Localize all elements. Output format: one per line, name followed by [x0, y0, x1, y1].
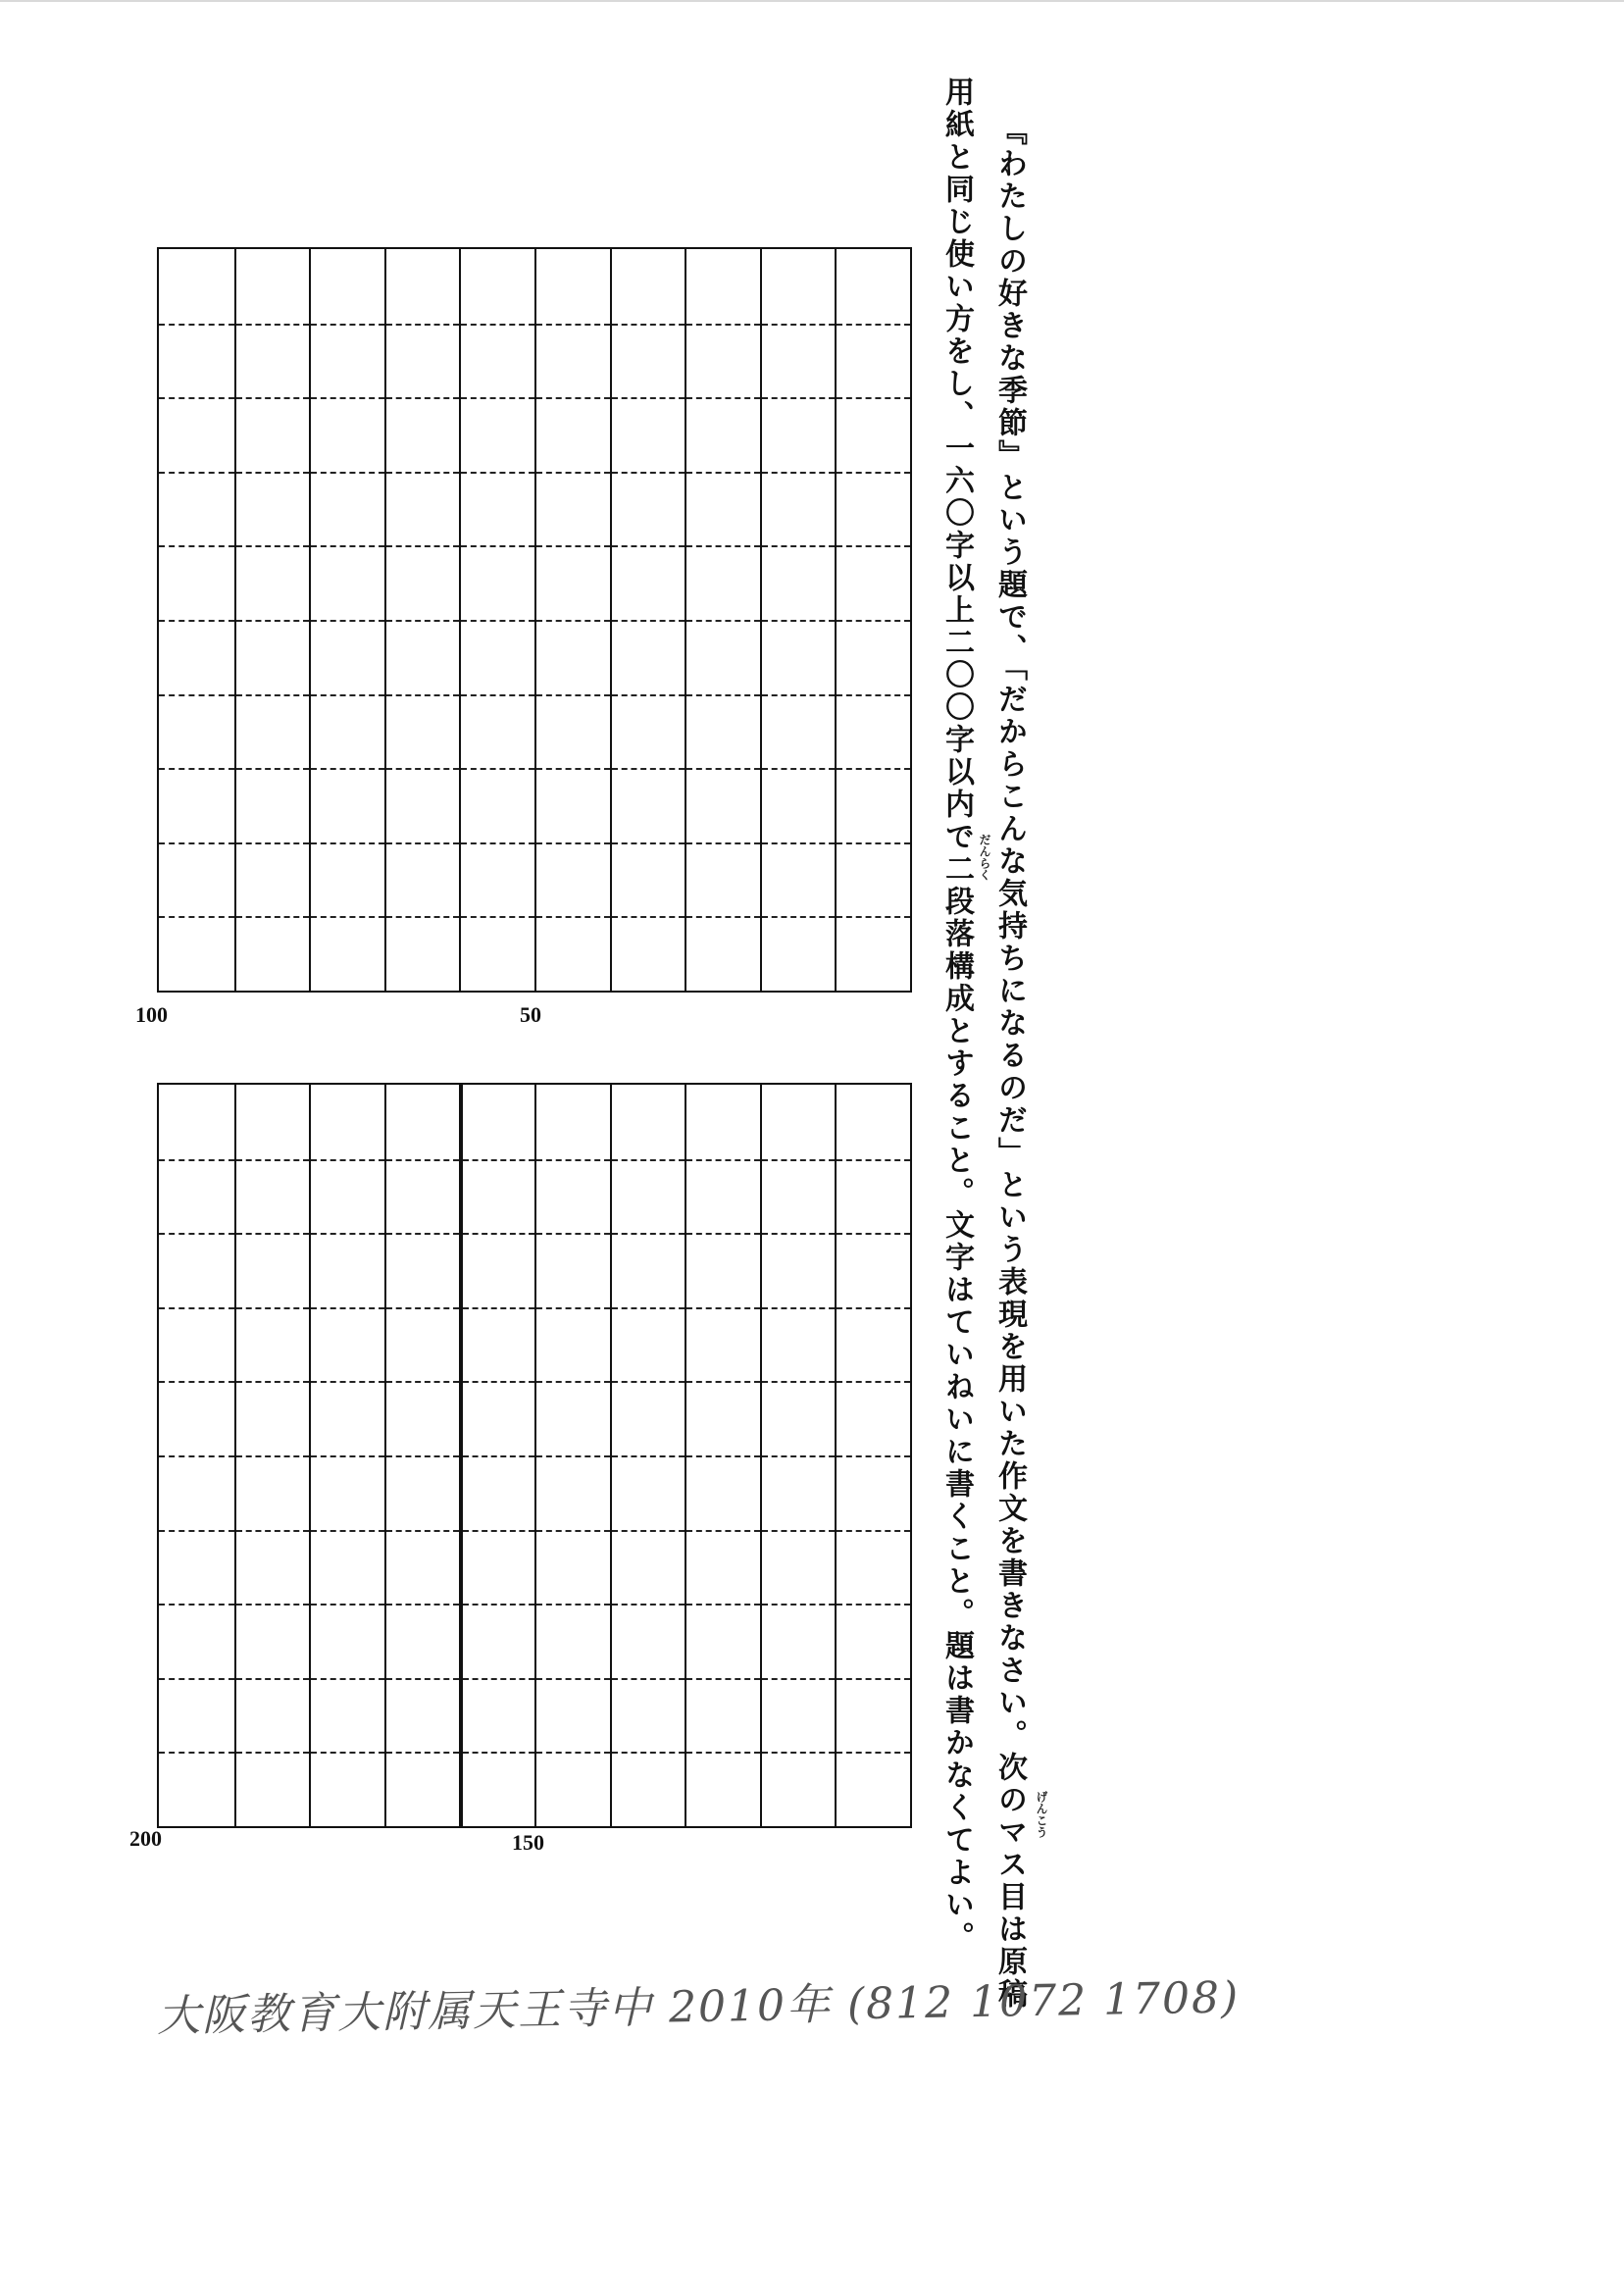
grid-column [384, 249, 460, 991]
manuscript-grid-lower [157, 1083, 912, 1828]
manuscript-grid-upper [157, 247, 912, 993]
grid-column [159, 1085, 234, 1826]
grid-label-200: 200 [129, 1826, 162, 1851]
grid-column [534, 249, 610, 991]
grid-label-150: 150 [512, 1830, 544, 1855]
instruction-line-2: 用紙と同じ使い方をし、一六〇字以上二〇〇字以内で二段落構成とすること。文字はていねいに書くこと。題は書かなくてよい。 [939, 76, 974, 1954]
grid-column [610, 249, 685, 991]
grid-column [234, 1085, 310, 1826]
instruction-line-1: 『わたしの好きな季節』という題で、「だからこんな気持ちになるのだ」という表現を用いた作文を書きなさい。次のマス目は原稿 [992, 116, 1027, 2011]
grid-label-100: 100 [135, 1002, 168, 1027]
grid-column [234, 249, 310, 991]
grid-column [534, 1085, 610, 1826]
grid-label-50: 50 [520, 1002, 541, 1027]
grid-column [610, 1085, 685, 1826]
grid-column [760, 249, 836, 991]
grid-column [309, 249, 384, 991]
scan-edge [0, 0, 1624, 2]
ruby-genkou: げんこう [1035, 1791, 1048, 1838]
grid-column [760, 1085, 836, 1826]
handwritten-source-note: 大阪教育大附属天王寺中 2010年 (812 1072 1708) [156, 1972, 1241, 2042]
grid-column [309, 1085, 384, 1826]
grid-column [685, 1085, 760, 1826]
grid-column [384, 1085, 460, 1826]
grid-column [459, 249, 534, 991]
grid-column [835, 1085, 910, 1826]
grid-column [685, 249, 760, 991]
grid-column [159, 249, 234, 991]
grid-column [459, 1085, 534, 1826]
grid-column [835, 249, 910, 991]
ruby-danraku: だんらく [978, 834, 991, 881]
